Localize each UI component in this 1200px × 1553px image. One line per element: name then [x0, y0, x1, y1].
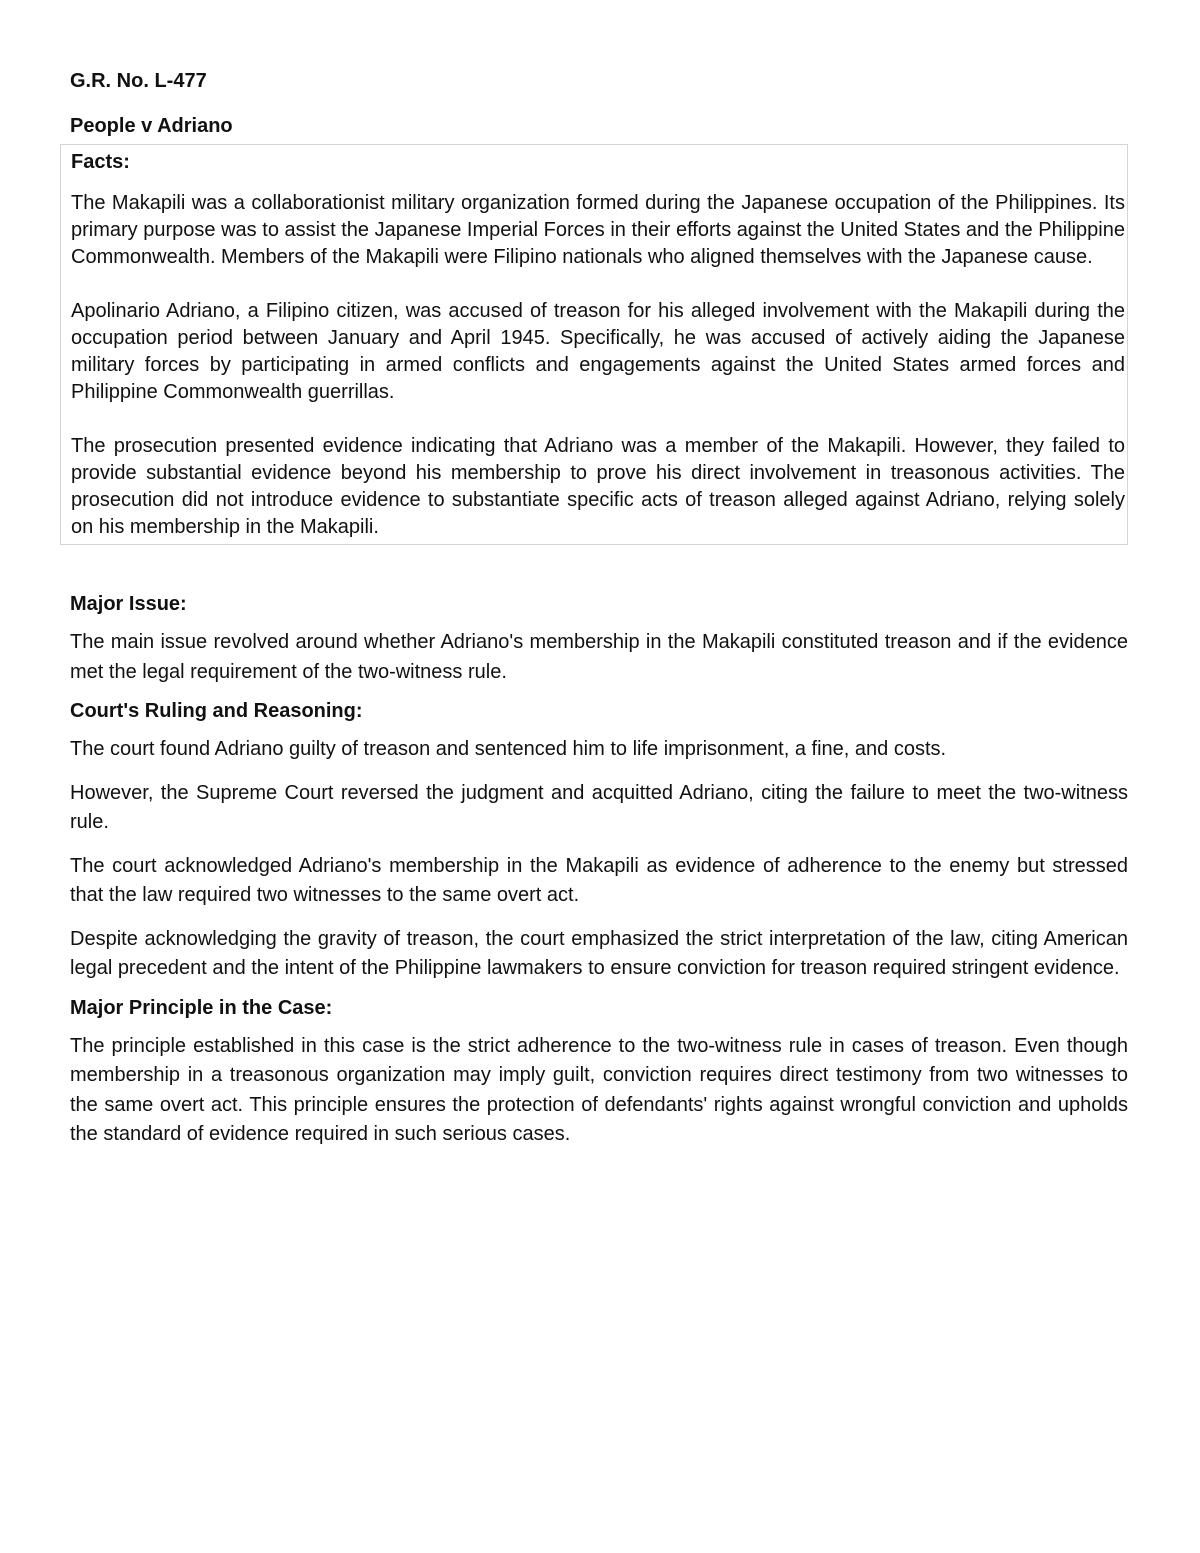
case-number: G.R. No. L-477	[70, 70, 207, 92]
facts-paragraph: The Makapili was a collaborationist military organization formed during the Japanese occupation of the Philippines. Its primary purpose was to assist the Japanese Imperial Forces in their efforts against the United States and the Philippine Commonwealth. Members of the Makapili were Filipino nationals who aligned themselves with the Japanese cause.	[71, 192, 1125, 268]
major-issue-section	[70, 591, 1128, 687]
principle-section	[70, 995, 1128, 1150]
ruling-heading: Court's Ruling and Reasoning:	[70, 700, 363, 722]
ruling-section	[70, 698, 1128, 984]
principle-paragraph: The principle established in this case is the strict adherence to the two-witness rule in cases of treason. Even though membership in a treasonous organization may imply guilt, conviction requires direct testimony from two witnesses to the same overt act. This principle ensures the protection of defendants' rights against wrongful conviction and upholds the standard of evidence required in such serious cases.	[70, 1034, 1128, 1145]
major-issue-heading: Major Issue:	[70, 593, 187, 615]
facts-paragraph: The prosecution presented evidence indicating that Adriano was a member of the Makapili. However, they failed to provide substantial evidence beyond his membership to prove his direct involvement in treasonous activities. The prosecution did not introduce evidence to substantiate specific acts of treason alleged against Adriano, relying solely on his membership in the Makapili.	[71, 435, 1125, 538]
ruling-paragraph: Despite acknowledging the gravity of treason, the court emphasized the strict interpretation of the law, citing American legal precedent and the intent of the Philippine lawmakers to ensure conviction for treason required stringent evidence.	[70, 927, 1128, 979]
facts-paragraph: Apolinario Adriano, a Filipino citizen, was accused of treason for his alleged involvement with the Makapili during the occupation period between January and April 1945. Specifically, he was accused of actively aiding the Japanese military forces by participating in armed conflicts and engagements against the United States armed forces and Philippine Commonwealth guerrillas.	[71, 300, 1125, 403]
facts-heading: Facts:	[71, 151, 130, 173]
ruling-paragraph: The court found Adriano guilty of treason and sentenced him to life imprisonment, a fine, and costs.	[70, 738, 947, 760]
major-issue-paragraph: The main issue revolved around whether Adriano's membership in the Makapili constituted treason and if the evidence met the legal requirement of the two-witness rule.	[70, 631, 1128, 683]
ruling-paragraph: However, the Supreme Court reversed the judgment and acquitted Adriano, citing the failure to meet the two-witness rule.	[70, 781, 1128, 833]
principle-heading: Major Principle in the Case:	[70, 996, 333, 1019]
document-page	[70, 68, 1128, 1161]
facts-box	[60, 144, 1128, 545]
case-title: People v Adriano	[70, 115, 233, 137]
ruling-paragraph: The court acknowledged Adriano's membership in the Makapili as evidence of adherence to the enemy but stressed that the law required two witnesses to the same overt act.	[70, 854, 1128, 906]
